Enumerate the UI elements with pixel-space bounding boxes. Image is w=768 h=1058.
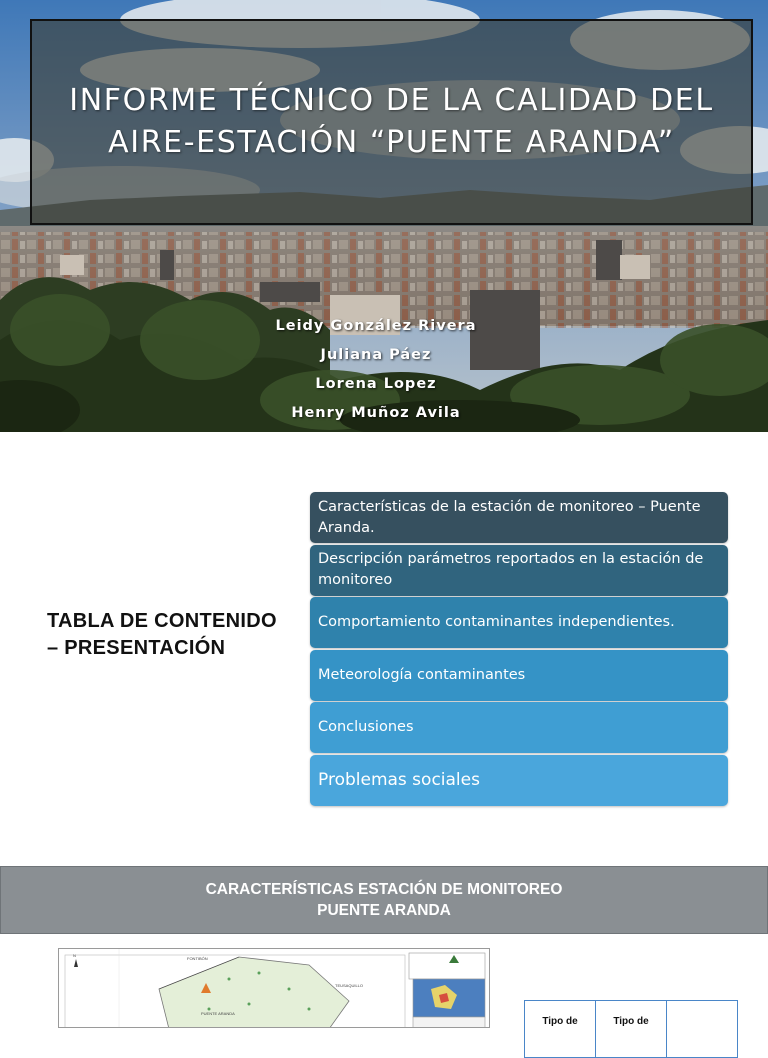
table-header-cell: Tipo de bbox=[596, 1001, 667, 1058]
section-title-line1: CARACTERÍSTICAS ESTACIÓN DE MONITOREO bbox=[205, 881, 563, 898]
map-label-teusaquillo: TEUSAQUILLO bbox=[335, 983, 364, 988]
cover-title: INFORME TÉCNICO DE LA CALIDAD DEL AIRE-ESTACIÓN “PUENTE ARANDA” bbox=[69, 83, 714, 160]
cover-slide bbox=[0, 0, 768, 432]
toc-heading: TABLA DE CONTENIDO – PRESENTACIÓN bbox=[47, 610, 277, 659]
toc-item-social-problems[interactable]: Problemas sociales bbox=[310, 755, 728, 806]
table-header-cell: Tipo de bbox=[525, 1001, 596, 1058]
table-header-cell bbox=[667, 1001, 738, 1058]
section-header bbox=[0, 866, 768, 934]
table-of-contents-slide bbox=[0, 432, 768, 866]
station-info-table bbox=[524, 1000, 738, 1058]
toc-item-pollutant-behavior[interactable]: Comportamiento contaminantes independientes. bbox=[310, 597, 728, 648]
toc-list bbox=[310, 492, 728, 807]
toc-item-meteorology[interactable]: Meteorología contaminantes bbox=[310, 650, 728, 701]
author-name: Juliana Páez bbox=[320, 347, 432, 363]
title-box bbox=[30, 19, 753, 225]
section-title-line2: PUENTE ARANDA bbox=[317, 902, 451, 919]
table-header-row bbox=[525, 1001, 738, 1058]
map-drawing bbox=[59, 949, 490, 1028]
author-name: Henry Muñoz Avila bbox=[291, 405, 461, 421]
author-name: Leidy González Rivera bbox=[275, 318, 477, 334]
station-characteristics-slide bbox=[0, 866, 768, 1027]
map-label-north: N bbox=[73, 953, 76, 958]
author-name: Lorena Lopez bbox=[315, 376, 437, 392]
toc-item-station-characteristics[interactable]: Características de la estación de monitoreo – Puente Aranda. bbox=[310, 492, 728, 543]
section-title bbox=[206, 879, 563, 921]
toc-item-parameters[interactable]: Descripción parámetros reportados en la estación de monitoreo bbox=[310, 545, 728, 596]
map-label-fontibon: FONTIBÓN bbox=[187, 956, 208, 961]
map-label-puente-aranda: PUENTE ARANDA bbox=[201, 1011, 235, 1016]
toc-item-conclusions[interactable]: Conclusiones bbox=[310, 702, 728, 753]
station-location-map bbox=[58, 948, 490, 1028]
author-list bbox=[250, 312, 502, 428]
